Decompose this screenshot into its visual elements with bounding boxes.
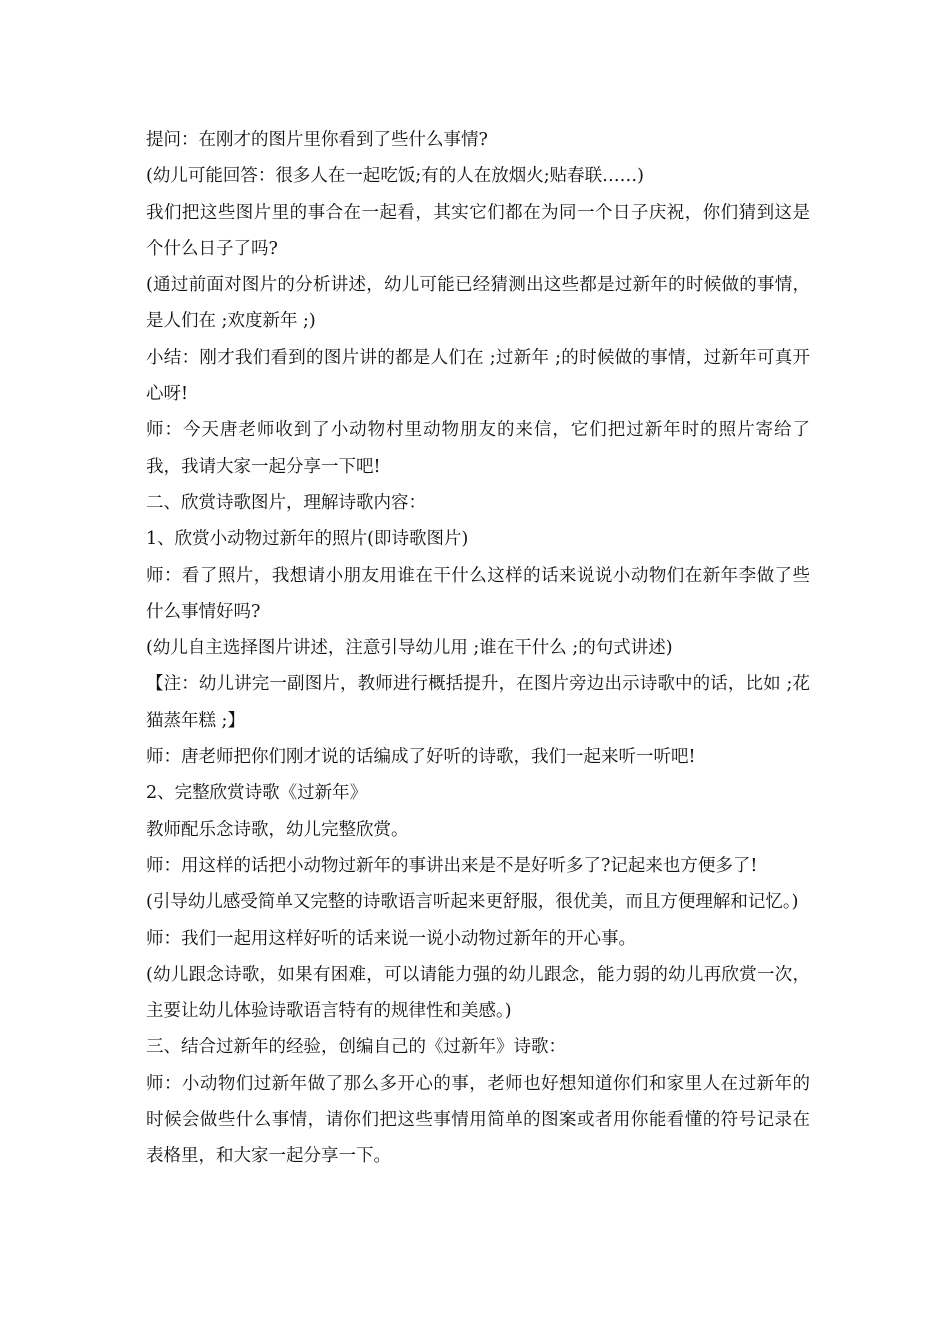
- paragraph-teacher-photos: 师：看了照片，我想请小朋友用谁在干什么这样的话来说说小动物们在新年李做了些什么事情好吗?: [146, 565, 810, 622]
- subheading-2-1: 1、欣赏小动物过新年的照片(即诗歌图片): [146, 529, 469, 550]
- section-heading-3: 三、结合过新年的经验，创编自己的《过新年》诗歌：: [146, 1037, 566, 1058]
- paragraph-possible-answers: (幼儿可能回答：很多人在一起吃饭;有的人在放烟火;贴春联……): [146, 166, 644, 187]
- paragraph-teacher-together: 师：我们一起用这样好听的话来说一说小动物过新年的开心事。: [146, 928, 636, 949]
- paragraph-guidance: (引导幼儿感受简单又完整的诗歌语言听起来更舒服，很优美，而且方便理解和记忆。): [146, 892, 799, 913]
- paragraph-summary: 小结：刚才我们看到的图片讲的都是人们在 ;过新年 ;的时候做的事情，过新年可真开心呀!: [146, 347, 810, 405]
- paragraph-follow-recite: (幼儿跟念诗歌，如果有困难，可以请能力强的幼儿跟念，能力弱的幼儿再欣赏一次，主要让幼儿体验诗歌语言特有的规律性和美感。): [146, 964, 810, 1022]
- subheading-2-2: 2、完整欣赏诗歌《过新年》: [146, 783, 368, 804]
- paragraph-teacher-letter: 师：今天唐老师收到了小动物村里动物朋友的来信，它们把过新年时的照片寄给了我，我请大家一起分享一下吧!: [146, 420, 810, 477]
- section-heading-2: 二、欣赏诗歌图片，理解诗歌内容：: [146, 492, 426, 513]
- document-body: [146, 122, 810, 1175]
- paragraph-analysis-note: (通过前面对图片的分析讲述，幼儿可能已经猜测出这些都是过新年的时候做的事情，是人们在 ;欢度新年 ;): [146, 275, 810, 332]
- paragraph-guess-day: 我们把这些图片里的事合在一起看，其实它们都在为同一个日子庆祝，你们猜到这是个什么日子了吗?: [146, 202, 810, 259]
- paragraph-question: 提问：在刚才的图片里你看到了些什么事情?: [146, 130, 488, 150]
- paragraph-teacher-create: 师：小动物们过新年做了那么多开心的事，老师也好想知道你们和家里人在过新年的时候会做些什么事情，请你们把这些事情用简单的图案或者用你能看懂的符号记录在表格里，和大家一起分享一下。: [146, 1073, 810, 1167]
- paragraph-teacher-question: 师：用这样的话把小动物过新年的事讲出来是不是好听多了?记起来也方便多了!: [146, 855, 758, 876]
- paragraph-note: 【注：幼儿讲完一副图片，教师进行概括提升，在图片旁边出示诗歌中的话，比如 ;花猫蒸年糕 ;】: [146, 674, 810, 731]
- paragraph-teacher-poem: 师：唐老师把你们刚才说的话编成了好听的诗歌，我们一起来听一听吧!: [146, 747, 696, 768]
- paragraph-music-recital: 教师配乐念诗歌，幼儿完整欣赏。: [146, 819, 409, 840]
- paragraph-child-narration: (幼儿自主选择图片讲述，注意引导幼儿用 ;谁在干什么 ;的句式讲述): [146, 638, 673, 659]
